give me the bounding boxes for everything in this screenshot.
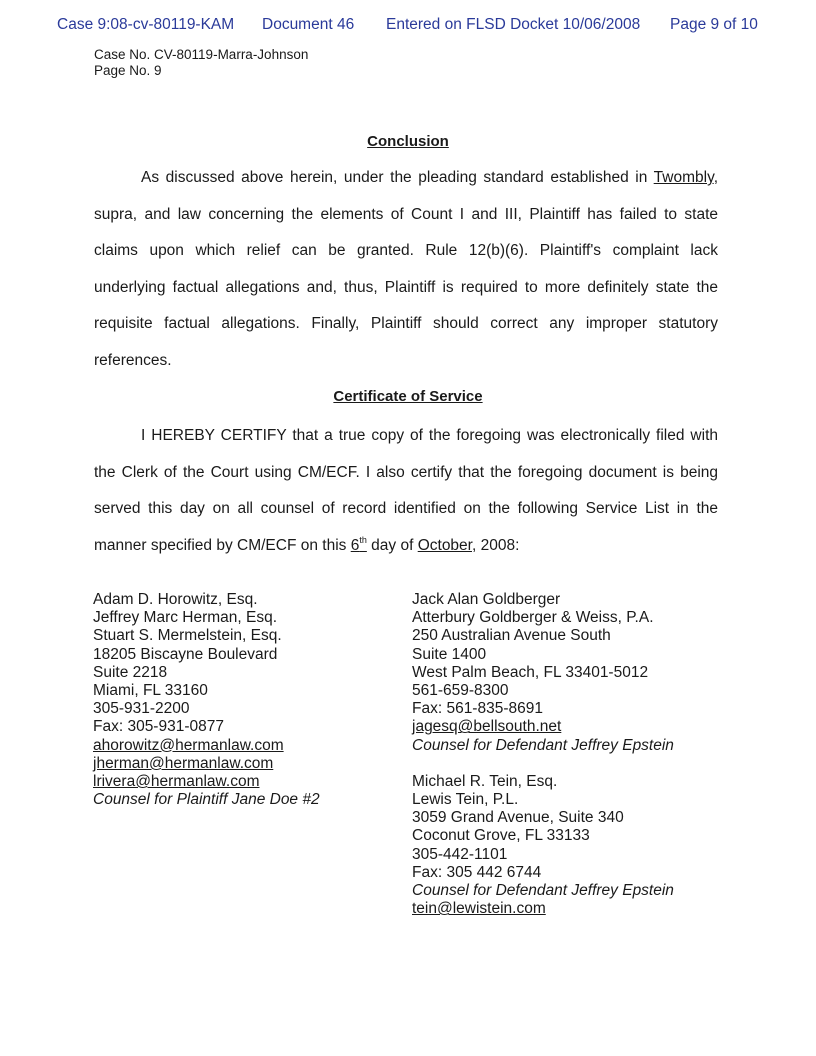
text-line: manner specified by CM/ECF on this 6th day of October, 2008: — [94, 534, 520, 554]
docket-page: Page 9 of 10 — [670, 16, 758, 33]
address-line: Fax: 561-835-8691 — [412, 700, 543, 718]
service-day: 6th — [350, 534, 367, 554]
text-line: supra, and law concerning the elements of Count I and III, Plaintiff has failed to state — [94, 205, 718, 223]
text-line: requisite factual allegations. Finally, Plaintiff should correct any improper statutory — [94, 315, 718, 332]
text-line: claims upon which relief can be granted. Rule 12(b)(6). Plaintiff's complaint lack — [94, 242, 718, 259]
text-line: underlying factual allegations and, thus, Plaintiff is required to more definitely state the — [94, 278, 718, 296]
address-line: Lewis Tein, P.L. — [412, 791, 519, 809]
text-line: As discussed above herein, under the pleading standard established in Twombly, — [141, 169, 718, 186]
address-line: Atterbury Goldberger & Weiss, P.A. — [412, 609, 654, 627]
service-month: October — [417, 536, 472, 554]
defense-counsel-block — [412, 591, 674, 918]
address-line: Adam D. Horowitz, Esq. — [93, 591, 258, 608]
address-line: Fax: 305-931-0877 — [93, 718, 224, 736]
text-line: served this day on all counsel of record identified on the following Service List in the — [94, 500, 718, 517]
address-line: Suite 1400 — [412, 645, 487, 663]
case-header — [94, 47, 308, 79]
address-line: 3059 Grand Avenue, Suite 340 — [412, 809, 624, 827]
email-link[interactable]: jagesq@bellsouth.net — [412, 718, 562, 736]
address-line: 305-931-2200 — [93, 700, 190, 718]
counsel-role: Counsel for Defendant Jeffrey Epstein — [412, 882, 674, 900]
text-line: I HEREBY CERTIFY that a true copy of the foregoing was electronically filed with — [141, 427, 718, 444]
email-link[interactable]: ahorowitz@hermanlaw.com — [93, 736, 284, 754]
docket-case: Case 9:08-cv-80119-KAM — [57, 16, 235, 33]
address-line: Jack Alan Goldberger — [412, 591, 561, 608]
address-line: West Palm Beach, FL 33401-5012 — [412, 663, 649, 681]
plaintiff-counsel-block — [93, 591, 320, 809]
certificate-paragraph — [94, 425, 718, 571]
address-line: 561-659-8300 — [412, 682, 509, 700]
counsel-role: Counsel for Plaintiff Jane Doe #2 — [93, 791, 320, 809]
text-line: references. — [94, 351, 172, 369]
docket-document: Document 46 — [262, 16, 355, 33]
email-link[interactable]: lrivera@hermanlaw.com — [93, 773, 260, 791]
docket-entered: Entered on FLSD Docket 10/06/2008 — [386, 16, 641, 33]
counsel-role: Counsel for Defendant Jeffrey Epstein — [412, 736, 674, 754]
case-citation: Twombly — [653, 169, 714, 186]
email-link[interactable]: jherman@hermanlaw.com — [93, 754, 274, 772]
spacer — [412, 755, 674, 773]
conclusion-heading: Conclusion — [367, 133, 449, 150]
docket-header — [0, 16, 816, 38]
address-line: Michael R. Tein, Esq. — [412, 772, 558, 790]
address-line: Coconut Grove, FL 33133 — [412, 827, 590, 845]
conclusion-paragraph — [94, 167, 718, 386]
address-line: Stuart S. Mermelstein, Esq. — [93, 627, 282, 645]
certificate-heading: Certificate of Service — [333, 388, 483, 405]
page-number: Page No. 9 — [94, 63, 162, 78]
address-line: Fax: 305 442 6744 — [412, 863, 542, 881]
email-link[interactable]: tein@lewistein.com — [412, 900, 546, 918]
address-line: Jeffrey Marc Herman, Esq. — [93, 609, 278, 627]
text-line: the Clerk of the Court using CM/ECF. I also certify that the foregoing document is being — [94, 463, 718, 481]
case-number: Case No. CV-80119-Marra-Johnson — [94, 47, 309, 62]
address-line: 305-442-1101 — [412, 845, 508, 863]
address-line: Suite 2218 — [93, 663, 168, 681]
address-line: 18205 Biscayne Boulevard — [93, 645, 278, 663]
address-line: Miami, FL 33160 — [93, 682, 208, 700]
address-line: 250 Australian Avenue South — [412, 627, 611, 645]
